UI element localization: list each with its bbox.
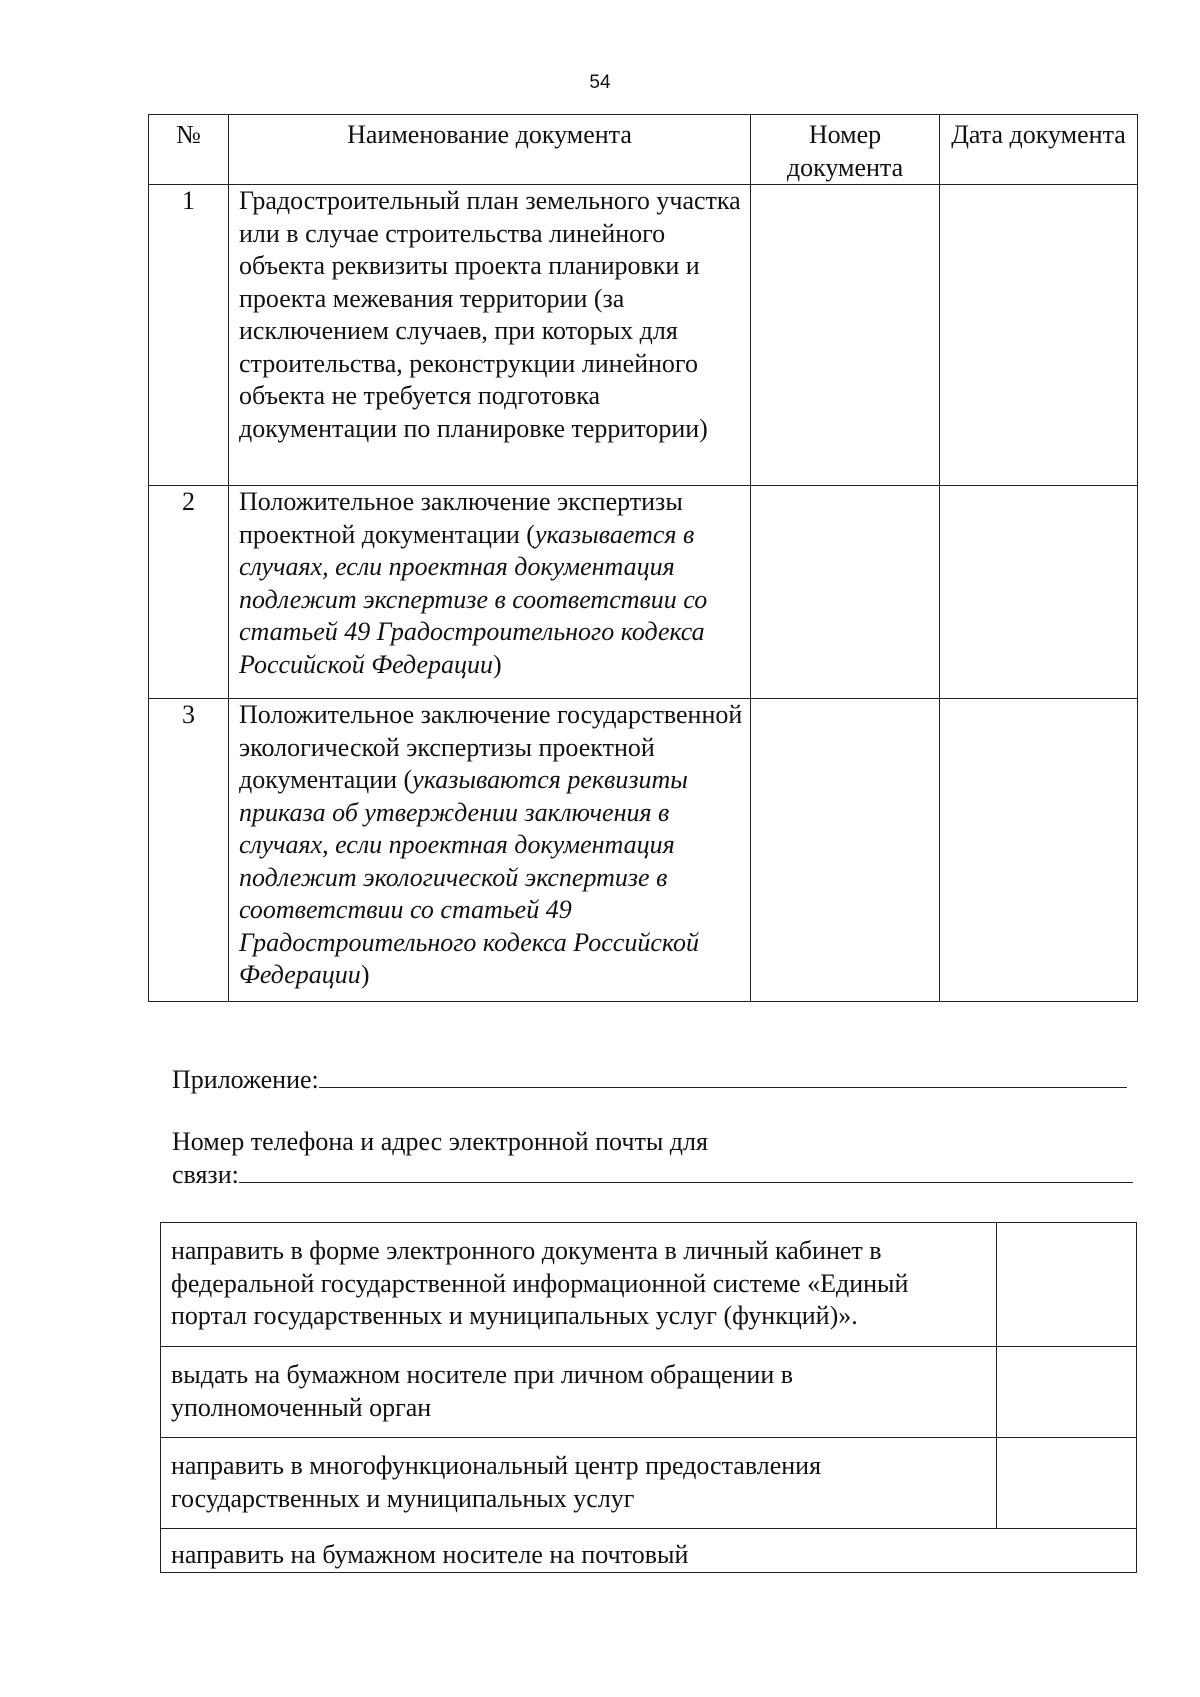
delivery-option-text: выдать на бумажном носителе при личном обращении в уполномоченный орган [161, 1347, 997, 1438]
attachment-field [172, 1064, 1127, 1097]
doc-number-cell[interactable] [751, 699, 940, 1002]
table-row [149, 486, 1138, 699]
doc-date-cell[interactable] [940, 699, 1138, 1002]
delivery-option-text: направить в многофункциональный центр предоставления государственных и муниципальных услуг [161, 1438, 997, 1529]
table-header-row [149, 115, 1138, 185]
table-row [149, 185, 1138, 486]
contact-label-line2: связи: [172, 1159, 239, 1189]
doc-date-cell[interactable] [940, 185, 1138, 486]
row-num: 1 [149, 185, 229, 486]
header-doc-date: Дата документа [940, 115, 1138, 185]
delivery-option-row [161, 1438, 1137, 1529]
doc-date-cell[interactable] [940, 486, 1138, 699]
contact-label-line1: Номер телефона и адрес электронной почты для [172, 1127, 708, 1156]
row-document-name [229, 699, 751, 1002]
delivery-option-text: направить в форме электронного документа в личный кабинет в федеральной государственной информационной системе «Единый портал государственных и муниципальных услуг (функций)». [161, 1223, 997, 1347]
document-name-text: Градостроительный план земельного участка или в случае строительства линейного объекта реквизиты проекта планировки и проекта межевания территории (за исключением случаев, при которых для строительства, реконструкции линейного объекта не требуется подготовка документации по планировке территории) [239, 186, 741, 443]
row-document-name [229, 486, 751, 699]
document-close: ) [493, 649, 502, 679]
delivery-option-row [161, 1529, 1137, 1573]
delivery-option-checkbox[interactable] [997, 1347, 1137, 1438]
document-name-text: Положительное заключение государственной экологической экспертизы проектной документации ( [239, 700, 743, 794]
doc-number-cell[interactable] [751, 185, 940, 486]
doc-number-cell[interactable] [751, 486, 940, 699]
attachment-input-line[interactable] [319, 1065, 1127, 1088]
document-name-text: Положительное заключение экспертизы проектной документации ( [239, 487, 683, 549]
delivery-option-row [161, 1347, 1137, 1438]
delivery-options-table [160, 1222, 1137, 1573]
header-num: № [149, 115, 229, 185]
document-close: ) [360, 960, 370, 989]
documents-table [148, 114, 1138, 1002]
attachment-label: Приложение: [172, 1065, 319, 1094]
contact-field [172, 1126, 1133, 1191]
delivery-option-text: направить на бумажном носителе на почтовый [161, 1529, 1137, 1573]
delivery-option-checkbox[interactable] [997, 1223, 1137, 1347]
row-num: 3 [149, 699, 229, 1002]
row-document-name [229, 185, 751, 486]
header-doc-number: Номер документа [751, 115, 940, 185]
contact-input-line[interactable] [239, 1160, 1133, 1183]
page-number: 54 [589, 72, 611, 93]
delivery-option-checkbox[interactable] [997, 1438, 1137, 1529]
table-row [149, 699, 1138, 1002]
document-note: указывается в случаях, если проектная документация подлежит экспертизе в соответствии со статьей 49 Градостроительного кодекса Российской Федерации [239, 519, 708, 679]
document-note: указываются реквизиты приказа об утверждении заключения в случаях, если проектная документация подлежит экологической экспертизе в соответствии со статьей 49 Градостроительного кодекса Российской Федерации [239, 765, 700, 989]
row-num: 2 [149, 486, 229, 699]
delivery-option-row [161, 1223, 1137, 1347]
header-name: Наименование документа [229, 115, 751, 185]
